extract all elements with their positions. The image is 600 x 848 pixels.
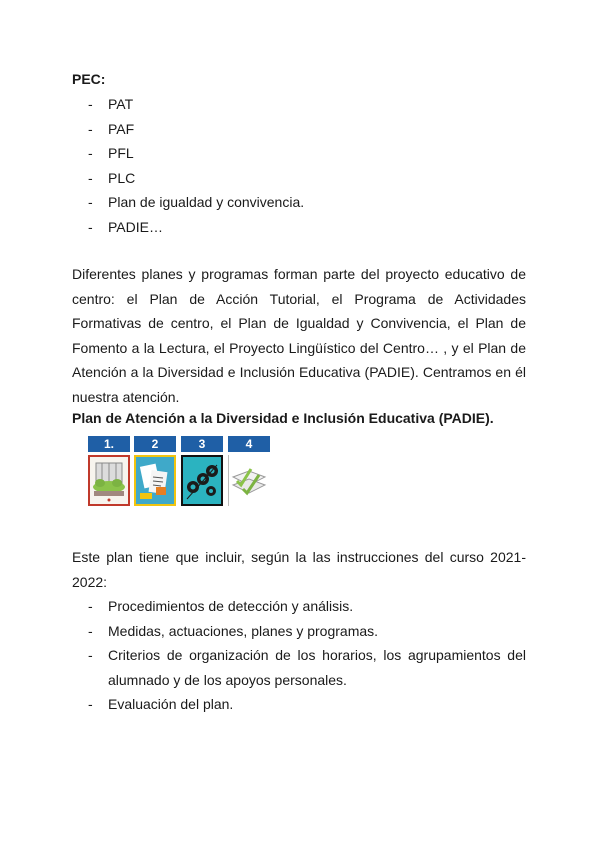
pec-list (88, 92, 304, 240)
step-1 (88, 436, 130, 506)
step-3 (181, 436, 223, 506)
step-number: 3 (181, 436, 223, 452)
plan-list (88, 594, 526, 717)
list-item: - Criterios de organización de los horarios, los agrupamientos del alumnado y de los apoyos personales. (88, 643, 526, 692)
padie-steps (88, 436, 270, 540)
list-item: - Medidas, actuaciones, planes y programas. (88, 619, 526, 644)
plan-paragraph: Este plan tiene que incluir, según la las instrucciones del curso 2021-2022: (72, 549, 526, 590)
step-number: 1. (88, 436, 130, 452)
list-item: - PADIE… (88, 215, 304, 240)
list-item: - Evaluación del plan. (88, 692, 526, 717)
intro-paragraph: Diferentes planes y programas forman parte del proyecto educativo de centro: el Plan de Acción Tutorial, el Programa de Actividades Formativas de centro, el Plan de Igualdad y Convivencia, el Plan de Fomento a la Lectura, el Proyecto Lingüístico del Centro… , y el Plan de Atención a la Diversidad e Inclusión Educativa (PADIE). Centramos en él nuestra atención. (72, 266, 526, 405)
checklist-icon (228, 455, 270, 506)
list-item: - PAT (88, 92, 304, 117)
step-number: 4 (228, 436, 270, 452)
step-number: 2 (134, 436, 176, 452)
list-item: - PFL (88, 141, 304, 166)
list-item: - PLC (88, 166, 304, 191)
step-2 (134, 436, 176, 506)
list-item: - Procedimientos de detección y análisis. (88, 594, 526, 619)
list-item: - PAF (88, 117, 304, 142)
pec-heading: PEC: (72, 71, 106, 87)
garden-icon (88, 455, 130, 506)
step-4 (228, 436, 270, 506)
padie-heading: Plan de Atención a la Diversidad e Inclusión Educativa (PADIE). (72, 410, 494, 426)
gears-icon (181, 455, 223, 506)
list-item: - Plan de igualdad y convivencia. (88, 190, 304, 215)
documents-icon (134, 455, 176, 506)
